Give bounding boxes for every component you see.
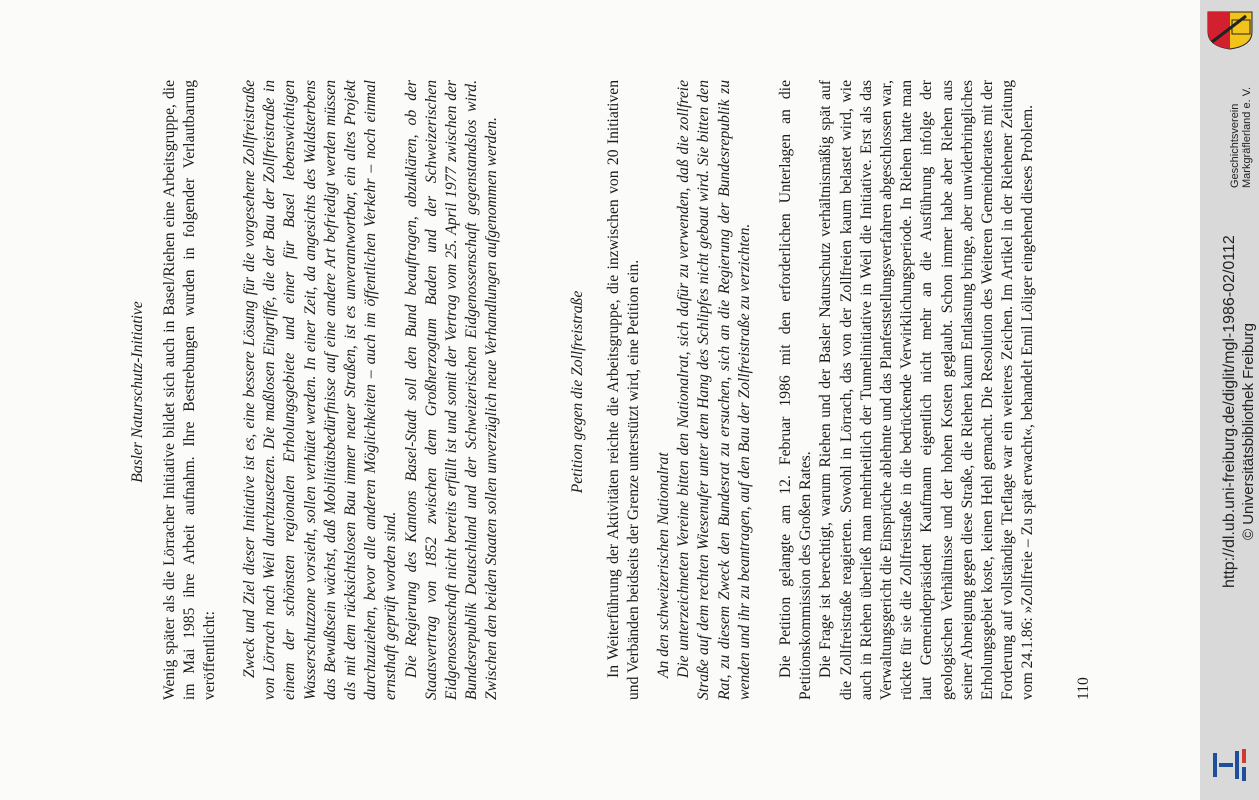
university-library-logo-icon xyxy=(1209,745,1251,785)
viewer-sidebar xyxy=(1200,0,1259,800)
running-title: Basler Naturschutz-Initiative xyxy=(129,301,146,483)
petition-address: An den schweizerischen Nationalrat xyxy=(655,452,672,678)
society-crest-icon xyxy=(1206,6,1254,50)
quote-paragraph-2: Die Regierung des Kantons Basel-Stadt soll den Bund beauftragen, abzuklären, ob der Staatsvertrag von 1852 zwischen dem Großherzogtum Baden und der Schweizerischen Eidgenossenschaft nicht bereits erfüllt ist und somit der Vertrag vom 25. April 1977 zwischen der Bundesrepublik Deutschland und der Schweizerischen Eidgenossenschaft gegenstandslos wird. Zwischen den beiden Staaten sollen unverzüglich neue Verhandlungen aufgenommen werden. xyxy=(402,80,501,700)
body-paragraph-2: Die Frage ist berechtigt, warum Riehen und der Basler Naturschutz verhältnismäßig spät auf die Zollfreistraße reagierten. Sowohl in Lörrach, das von der Zollfreien kaum belastet wird, wie auch in Riehen überließ man mehrheitlich der Tunnelinitiative in Weil die Initiative. Erst als das Verwaltungsgericht die Einsprüche ablehnte und das Planfeststellungsverfahren abgeschlossen war, rückte für sie die Zollfreistraße in die bedrückende Verwirklichungsperiode. In Riehen hatte man laut Gemeindepräsident Kaufmann eigentlich nicht mehr an die Ausführung infolge der geologischen Verhältnisse und der hohen Kosten geglaubt. Schon immer habe aber Riehen aus seiner Abneigung gegen diese Straße, die Riehen kaum Entlastung bringe, aber unwiderbringliches Erholungsgebiet koste, keinen Hehl gemacht. Die Resolution des Weiteren Gemeinderates mit der Forderung auf vollständige Tieflage war ein weiteres Zeichen. Im Artikel in der Riehener Zeitung vom 24.1.86: »Zollfreie – Zu spät erwacht«, behandelt Emil Löliger eingehend dieses Problem. xyxy=(817,80,1037,700)
body-block xyxy=(776,80,1039,700)
copyright-label: © Universitätsbibliothek Freiburg xyxy=(1240,323,1257,540)
petition-text: Die unterzeichneten Vereine bitten den Nationalrat, sich dafür zu verwenden, daß die zollfreie Straße auf dem rechten Wiesenufer unter dem Hang des Schlipfes nicht gebaut wird. Sie bitten den Rat, zu diesem Zweck den Bundesrat zu ersuchen, sich an die Regierung der Bundesrepublik zu wenden und ihr zu beantragen, auf den Bau der Zollfreistraße zu verzichten. xyxy=(675,80,753,700)
body-paragraph-1: Die Petition gelangte am 12. Februar 1986 mit den erforderlichen Unterlagen an die Petitionskommission des Großen Rates. xyxy=(777,80,815,700)
section-title: Petition gegen die Zollfreistraße xyxy=(569,290,586,494)
quote-paragraph-1: Zweck und Ziel dieser Initiative ist es, eine bessere Lösung für die vorgesehene Zollfreistraße von Lörrach nach Weil durchzusetzen. Die maßlosen Eingriffe, die der Bau der Zollfreistraße in einem der schönsten regionalen Erholungsgebiete und einer für Basel lebenswichtigen Wasserschutzzone vorsieht, sollen verhütet werden. In einer Zeit, da angesichts des Waldsterbens das Bewußtsein wächst, daß Mobilitätsbedürfnisse auf eine andere Art befriedigt werden müssen als mit dem rücksichtslosen Bau immer neuer Straßen, ist es unverantwortbar, ein altes Projekt durchzuziehen, bevor alle anderen Möglichkeiten – auch im öffentlichen Verkehr – noch einmal ernsthaft geprüft worden sind. xyxy=(241,80,400,700)
source-url-link[interactable]: http://dl.ub.uni-freiburg.de/diglit/mgl-1986-02/0112 xyxy=(1221,235,1238,588)
section-intro-paragraph: In Weiterführung der Aktivitäten reichte die Arbeitsgruppe, die inzwischen von 20 Initiativen und Verbänden beidseits der Grenze unterstützt wird, eine Petition ein. xyxy=(605,80,643,700)
page-number: 110 xyxy=(1075,677,1092,700)
society-name-label: Geschichtsverein Markgräflerland e. V. xyxy=(1229,86,1253,188)
intro-paragraph: Wenig später als die Lörracher Initiative bildet sich auch in Basel/Riehen eine Arbeitsgruppe, die im Mai 1985 ihre Arbeit aufnahm. Ihre Bestrebungen wurden in folgender Verlautbarung veröffentlicht: xyxy=(161,80,219,700)
quote-block xyxy=(240,80,503,700)
petition-block xyxy=(654,80,755,700)
